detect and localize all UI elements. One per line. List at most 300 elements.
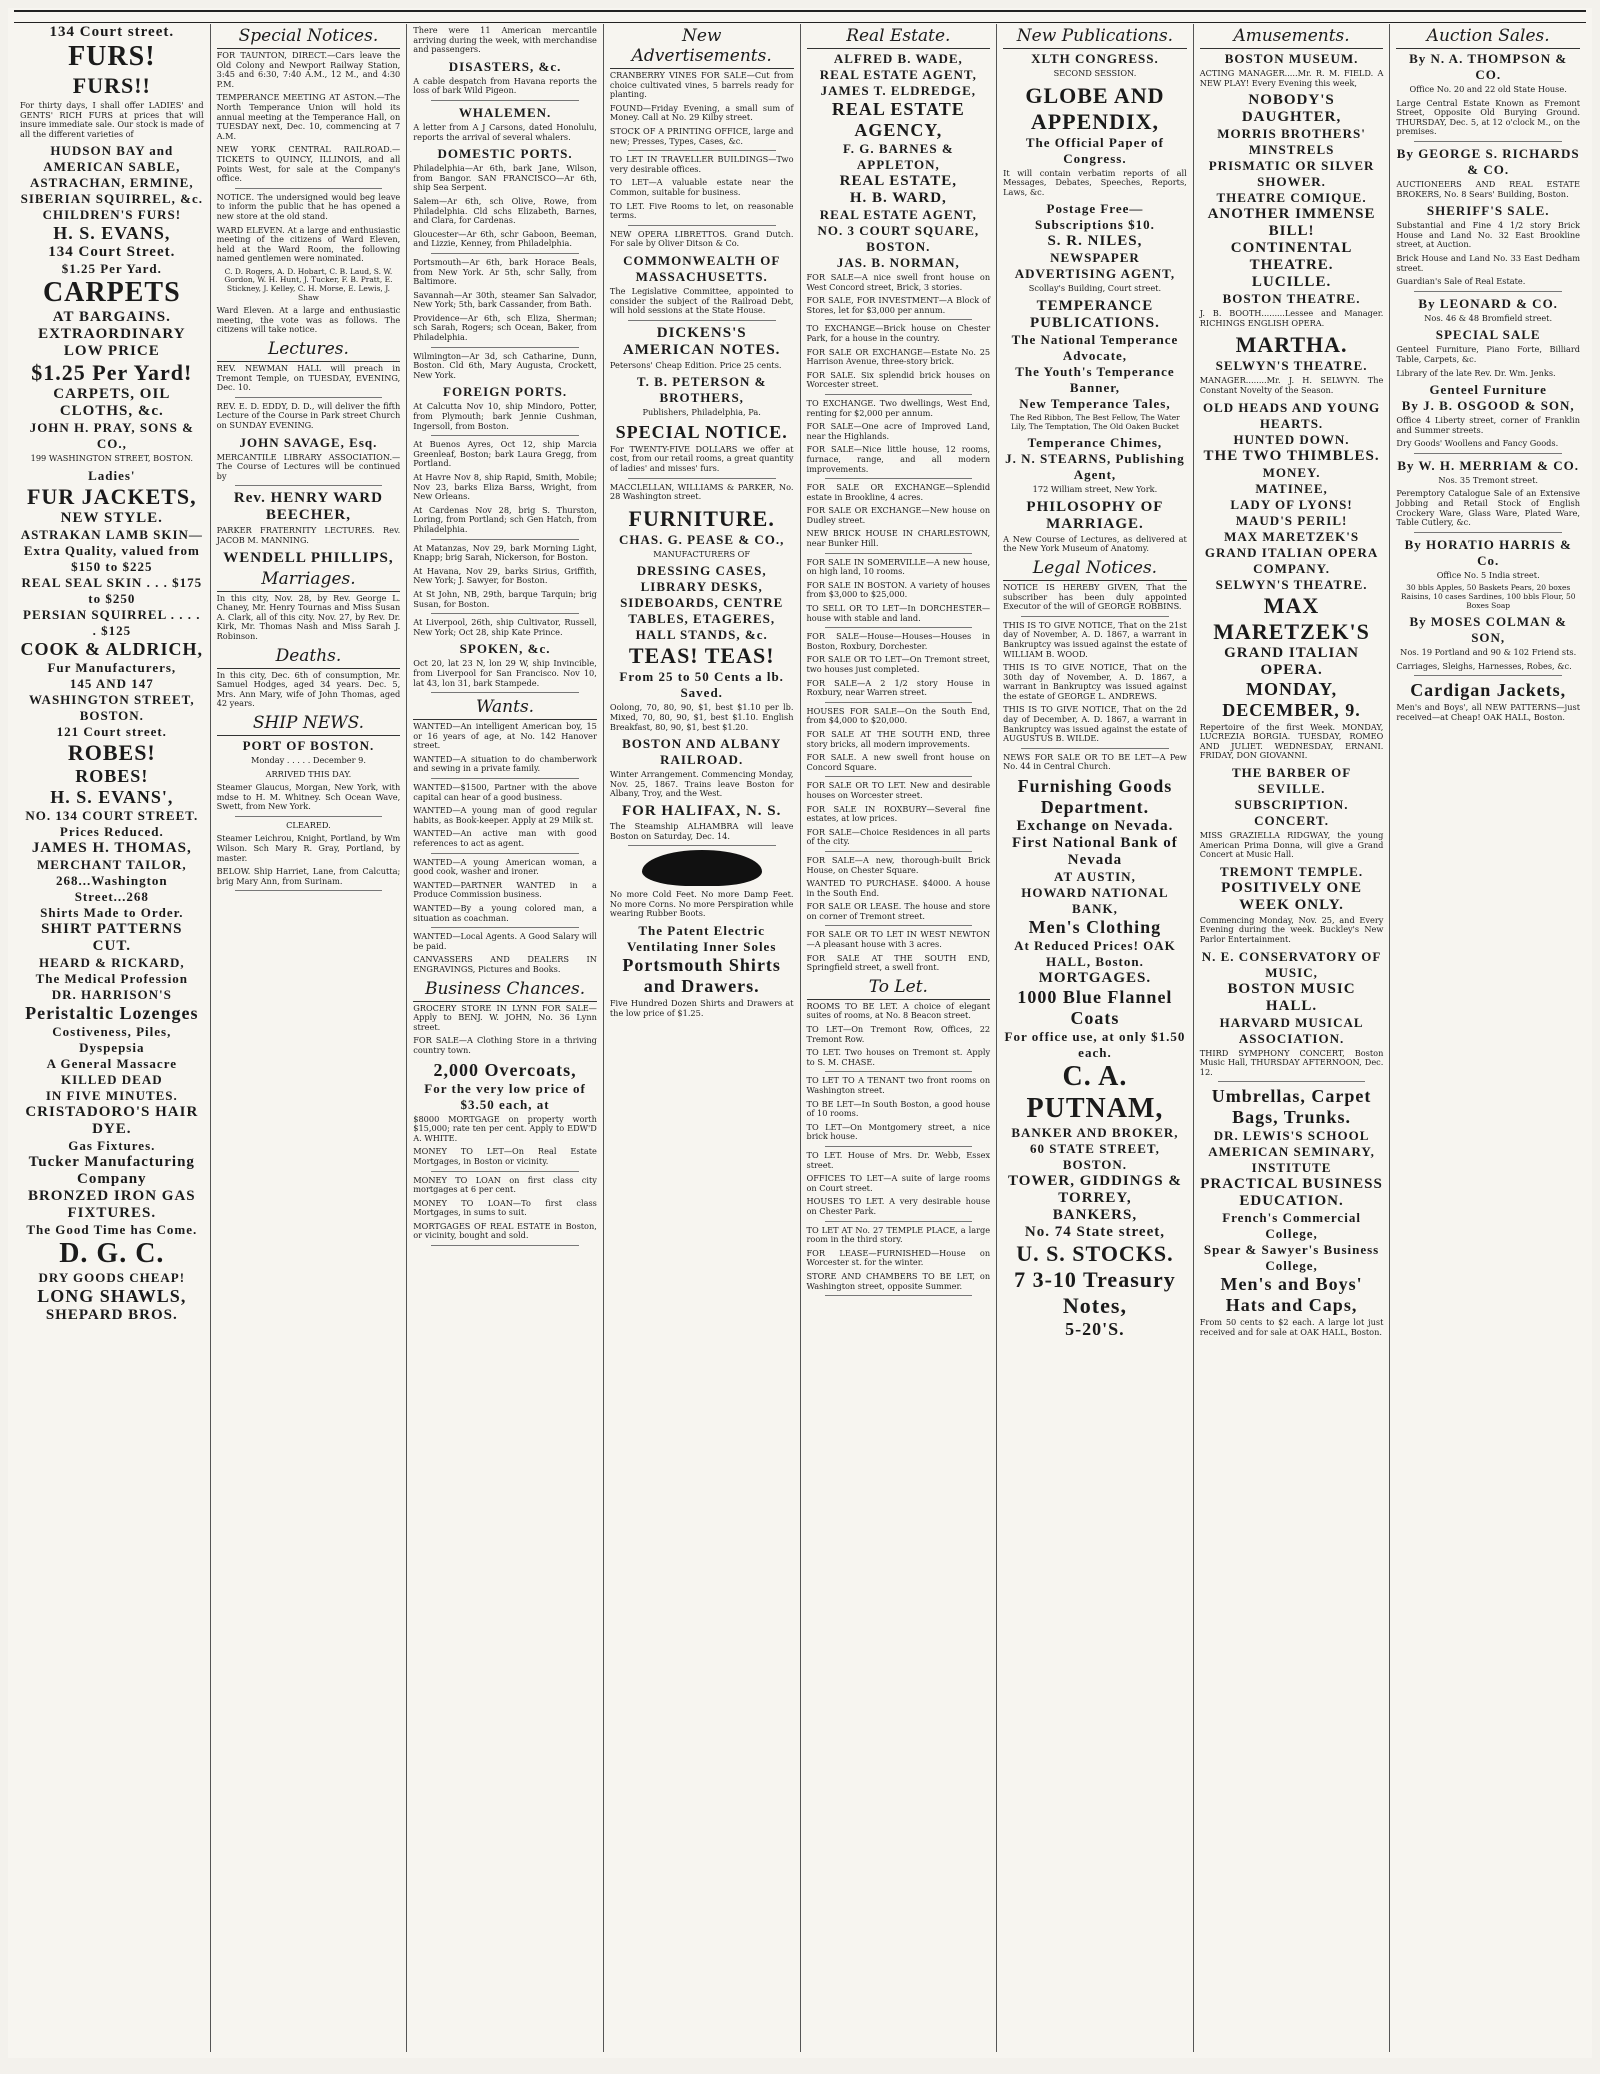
ad-divider [628, 150, 776, 151]
ad-headline: First National Bank of Nevada [1012, 835, 1178, 869]
ad-body-text: WANTED—$1500, Partner with the above capital can hear of a good business. [413, 782, 597, 802]
ad-subline: Publishers, Philadelphia, Pa. [642, 407, 761, 418]
ad-divider [1021, 616, 1169, 617]
ad-divider [628, 320, 776, 321]
ad-headline: S. R. NILES, [1047, 233, 1143, 250]
ad-body-text: FOR SALE—A new, thorough-built Brick House, on Chester Square. [806, 854, 991, 875]
ad-body-text: Repertoire of the first Week. MONDAY, LUCREZIA BORGIA. TUESDAY, ROMEO AND JULIET. WEDNESDAY, ERNANI. FRIDAY, DON GIOVANNI. [1199, 721, 1384, 761]
ad-headline: BOSTON. [79, 707, 144, 723]
ad-headline: FURS! [68, 41, 156, 72]
ad-headline: FOR HALIFAX, N. S. [621, 803, 782, 819]
ad-headline: HUDSON BAY and AMERICAN SABLE, ASTRACHAN, ERMINE, [30, 143, 194, 191]
ad-body-text: THIRD SYMPHONY CONCERT, Boston Music Hall, THURSDAY AFTERNOON, Dec. 12. [1199, 1047, 1384, 1077]
ad-subline: Scollay's Building, Court street. [1028, 283, 1162, 294]
ad-body-text: Carriages, Sleighs, Harnesses, Robes, &c. [1396, 660, 1572, 671]
ad-body-text: WANTED—PARTNER WANTED in a Produce Commission business. [413, 879, 597, 900]
ad-body-text: FOR SALE IN BOSTON. A variety of houses from $3,000 to $25,000. [806, 579, 991, 600]
ad-headline: The Medical Profession [35, 970, 189, 986]
ad-body-text: MISS GRAZIELLA RIDGWAY, the young American Prima Donna, will give a Grand Concert at Music Hall. [1199, 829, 1384, 860]
ad-headline: H. S. EVANS', [50, 786, 174, 807]
ad-body-text: WANTED—Local Agents. A Good Salary will be paid. [413, 931, 597, 951]
ad-body-text: Winter Arrangement. Commencing Monday, Nov. 25, 1867. Trains leave Boston for Albany, Troy, and the West. [609, 769, 794, 799]
section-heading: New Advertisements. [610, 26, 794, 69]
ad-body-text: THIS IS TO GIVE NOTICE, That on the 21st day of November, A. D. 1867, a warrant in Bankruptcy was issued against the estate of WILLIAM B. WOOD. [1003, 619, 1187, 659]
ad-body-text: Steamer Leichrou, Knight, Portland, by Wm Wilson. Sch Mary R. Gray, Portland, by master. [216, 833, 401, 863]
ad-divider [1414, 291, 1562, 292]
ad-headline: Umbrellas, Carpet Bags, Trunks. [1211, 1086, 1372, 1128]
ad-body-text: NEWS FOR SALE OR TO BE LET—A Pew No. 44 in Central Church. [1003, 751, 1187, 772]
ad-headline: CHAS. G. PEASE & CO., [618, 531, 785, 547]
ad-headline: Shirts Made to Order. [40, 904, 184, 920]
ad-body-text: REV. NEWMAN HALL will preach in Tremont Temple, on TUESDAY, EVENING, Dec. 10. [216, 363, 401, 393]
ad-headline: Costiveness, Piles, Dyspepsia [52, 1023, 172, 1055]
ad-body-text: FOR SALE OR EXCHANGE—Splendid estate in Brookline, 4 acres. [806, 482, 991, 502]
section-heading: Real Estate. [807, 26, 991, 49]
ad-body-text: FOR SALE—A 2 1/2 story House in Roxbury, near Warren street. [806, 677, 991, 698]
ad-headline: SPECIAL SALE [1435, 327, 1541, 343]
ad-headline: Furnishing Goods Department. [1017, 776, 1173, 818]
ad-subline: Nos. 19 Portland and 90 & 102 Friend sts. [1400, 647, 1577, 658]
column-8 [1390, 24, 1586, 2052]
section-heading: SHIP NEWS. [217, 713, 401, 736]
ad-body-text: It will contain verbatim reports of all Messages, Debates, Speeches, Reports, Laws, &c. [1003, 167, 1187, 197]
ad-body-text: Philadelphia—Ar 6th, bark Jane, Wilson, from Bangor. SAN FRANCISCO—Ar 6th, ship Sea Serpent. [413, 163, 597, 193]
ad-headline: PHILOSOPHY OF MARRIAGE. [1026, 498, 1164, 532]
ad-subline: ARRIVED THIS DAY. [265, 768, 352, 779]
ad-divider [431, 853, 579, 854]
ad-headline: Men's Clothing [1028, 917, 1162, 938]
ad-body-text: MORTGAGES OF REAL ESTATE in Boston, or vicinity, bought and sold. [413, 1220, 597, 1241]
ad-headline: SHEPARD BROS. [45, 1306, 178, 1323]
ad-body-text: The Steamship ALHAMBRA will leave Boston on Saturday, Dec. 14. [609, 821, 794, 841]
ad-body-text: FOR SALE OR EXCHANGE—New house on Dudley street. [806, 505, 991, 525]
ad-headline: MAUD'S PERIL! [1235, 512, 1348, 528]
ad-body-text: WANTED—A situation to do chamberwork and sewing in a private family. [413, 753, 597, 774]
ad-divider [431, 1171, 579, 1172]
ad-headline: Exchange on Nevada. [1016, 818, 1174, 835]
ad-headline: By N. A. THOMPSON & CO. [1409, 51, 1568, 82]
ad-divider [628, 225, 776, 226]
ad-headline: MARTHA. [1235, 332, 1348, 358]
ad-body-text: At Calcutta Nov 10, ship Mindoro, Potter, from Plymouth; bark Jennie Cushman, Ingersoll, from Boston. [413, 401, 597, 431]
ad-body-text: CRANBERRY VINES FOR SALE—Cut from choice cultivated vines, 5 barrels ready for planting. [609, 70, 794, 100]
ad-headline: 60 STATE STREET, BOSTON. [1030, 1141, 1160, 1173]
ad-body-text: Men's and Boys', all NEW PATTERNS—just received—at Cheap! OAK HALL, Boston. [1396, 702, 1580, 722]
ad-headline: SPOKEN, &c. [459, 641, 551, 657]
ad-headline: The Youth's Temperance Banner, [1015, 363, 1175, 395]
ad-divider [825, 776, 973, 777]
ad-body-text: FOR SALE—Choice Residences in all parts of the city. [806, 826, 991, 847]
ad-headline: PRISMATIC OR SILVER SHOWER. [1208, 158, 1375, 190]
ad-headline: CONTINENTAL THEATRE. [1230, 240, 1353, 274]
ad-headline: MONEY. [1262, 464, 1321, 480]
ad-headline: No. 74 State street, [1024, 1224, 1165, 1241]
ad-headline: EXTRAORDINARY LOW PRICE [38, 326, 186, 360]
ad-divider [235, 816, 383, 817]
ad-headline: XLTH CONGRESS. [1031, 51, 1159, 66]
ad-headline: By GEORGE S. RICHARDS & CO. [1396, 145, 1580, 177]
ad-headline: JAMES T. ELDREDGE, [820, 83, 977, 98]
ad-body-text: WANTED—A young man of good regular habits, as Book-keeper. Apply at 29 Milk st. [413, 805, 597, 825]
ad-body-text: MONEY TO LET—On Real Estate Mortgages, in Boston or vicinity. [413, 1146, 597, 1166]
ad-headline: At Reduced Prices! OAK HALL, Boston. [1014, 938, 1176, 970]
ad-headline: REAL ESTATE AGENT, [819, 67, 977, 82]
ad-subline: SECOND SESSION. [1053, 68, 1137, 78]
ad-body-text: Gloucester—Ar 6th, schr Gaboon, Beeman, and Lizzie, Kenney, from Philadelphia. [413, 228, 597, 249]
ad-body-text: In this city, Dec. 6th of consumption, Mr. Samuel Hodges, aged 34 years. Dec. 5, Mrs. Ann Mary, wife of John Thomas, aged 42 years. [216, 669, 401, 709]
ad-body-text: BELOW. Ship Harriet, Lane, from Calcutta; brig Mary Ann, from Surinam. [216, 866, 401, 886]
ad-body-text: FOR SALE AT THE SOUTH END, three story bricks, all modern improvements. [806, 728, 991, 749]
ad-headline: NO. 3 COURT SQUARE, BOSTON. [817, 223, 980, 254]
ad-body-text: There were 11 American mercantile arriving during the week, with merchandise and passengers. [413, 25, 597, 55]
ad-divider [825, 553, 973, 554]
ad-body-text: NEW YORK CENTRAL RAILROAD.—TICKETS to QUINCY, ILLINOIS, and all Points West, for sale at the Company's office. [216, 144, 401, 184]
ad-divider [1414, 453, 1562, 454]
section-heading: Lectures. [217, 339, 401, 362]
ad-divider [235, 890, 383, 891]
ad-headline: MAX MARETZEK'S [1224, 528, 1360, 544]
ad-headline: Peristaltic Lozenges [25, 1002, 199, 1023]
boot-illustration [642, 850, 762, 886]
ad-headline: REAL ESTATE, [839, 173, 957, 189]
ad-body-text: Wilmington—Ar 3d, sch Catharine, Dunn, Boston. Cld 6th, Mary Augusta, Crockett, New York. [413, 350, 597, 380]
name-list: The Red Ribbon, The Best Fellow, The Water Lily, The Temptation, The Old Oaken Bucket [1010, 412, 1180, 431]
ad-headline: 121 Court street. [56, 723, 167, 739]
ad-subline: Office No. 5 India street. [1436, 569, 1540, 580]
ad-headline: SHIRT PATTERNS CUT. [41, 920, 183, 954]
ad-divider [825, 851, 973, 852]
ad-body-text: From 50 cents to $2 each. A large lot just received and for sale at OAK HALL, Boston. [1199, 1317, 1384, 1337]
ad-body-text: FOR SALE—A Clothing Store in a thriving country town. [413, 1035, 597, 1055]
ad-headline: Postage Free—Subscriptions $10. [1035, 201, 1155, 233]
section-heading: Wants. [413, 697, 597, 720]
ad-headline: PORT OF BOSTON. [242, 737, 375, 753]
ad-divider [431, 435, 579, 436]
ad-divider [431, 613, 579, 614]
ad-headline: CONCERT. [1254, 812, 1329, 828]
ad-headline: TREMONT TEMPLE. [1220, 863, 1364, 879]
ad-body-text: PARKER FRATERNITY LECTURES. Rev. JACOB M. MANNING. [216, 525, 401, 545]
ad-divider [825, 1295, 973, 1296]
ad-headline: HOWARD NATIONAL BANK, [1021, 885, 1169, 917]
newspaper-page [8, 8, 1592, 2058]
section-heading: Legal Notices. [1003, 558, 1187, 581]
ad-headline: D. G. C. [59, 1237, 165, 1269]
ad-headline: Spear & Sawyer's Business College, [1203, 1242, 1380, 1274]
ad-body-text: Peremptory Catalogue Sale of an Extensive Jobbing and Retail Stock of English Crockery Ware, Glass Ware, Plated Ware, Table Cutlery, &c. [1396, 488, 1580, 528]
ad-divider [1414, 532, 1562, 533]
ad-body-text: Portsmouth—Ar 6th, bark Horace Beals, from New York. Ar 5th, schr Sally, from Baltimore. [413, 256, 597, 287]
ad-divider [431, 692, 579, 693]
ad-headline: NO. 134 COURT STREET. [25, 807, 199, 823]
ad-headline: AMERICAN SEMINARY, INSTITUTE [1208, 1144, 1375, 1176]
ad-headline: For the very low price of $3.50 each, at [424, 1080, 586, 1112]
ad-divider [825, 1071, 973, 1072]
ad-headline: TOWER, GIDDINGS & TORREY, [1008, 1173, 1182, 1207]
ad-divider [1021, 748, 1169, 749]
ad-headline: DICKENS'S AMERICAN NOTES. [622, 324, 781, 358]
ad-body-text: TO LET. Five Rooms to let, on reasonable terms. [609, 200, 794, 221]
ad-headline: By LEONARD & CO. [1418, 295, 1558, 311]
ad-headline: The Good Time has Come. [26, 1221, 198, 1237]
ad-headline: TEMPERANCE PUBLICATIONS. [1030, 297, 1160, 331]
column-3 [407, 24, 604, 2052]
ad-headline: 134 Court Street. [48, 244, 176, 261]
ad-headline: By J. B. OSGOOD & SON, [1401, 398, 1575, 414]
ad-body-text: A letter from A J Carsons, dated Honolulu, reports the arrival of several whalers. [413, 121, 597, 142]
ad-body-text: Guardian's Sale of Real Estate. [1396, 276, 1526, 287]
column-7 [1194, 24, 1391, 2052]
ad-headline: FURS!! [72, 73, 151, 98]
ad-body-text: WANTED—A young American woman, a good cook, washer and ironer. [413, 856, 597, 877]
ad-subline: 172 William street, New York. [1032, 484, 1158, 495]
ad-body-text: TO LET. Two houses on Tremont st. Apply to S. M. CHASE. [806, 1047, 991, 1067]
columns-container [14, 24, 1586, 2052]
ad-body-text: At Matanzas, Nov 29, bark Morning Light, Knapp; brig Sarah, Nickerson, for Boston. [413, 542, 597, 563]
ad-divider [825, 627, 973, 628]
ad-headline: SELWYN'S THEATRE. [1215, 358, 1368, 374]
ad-body-text: WANTED—By a young colored man, a situation as coachman. [413, 903, 597, 923]
ad-body-text: $8000 MORTGAGE on property worth $15,000; rate ten per cent. Apply to EDW'D A. WHITE. [413, 1113, 597, 1143]
ad-body-text: FOR SALE OR TO LET—On Tremont street, two houses just completed. [806, 654, 991, 674]
ad-body-text: THIS IS TO GIVE NOTICE, That on the 30th day of November, A. D. 1867, a warrant in Bankruptcy was issued against the estate of GEORGE L. ANDREWS. [1003, 662, 1187, 701]
ad-headline: MONDAY, DECEMBER, 9. [1222, 678, 1361, 720]
ad-body-text: TO EXCHANGE—Brick house on Chester Park, for a house in the country. [806, 323, 991, 343]
ad-headline: SPECIAL NOTICE. [615, 421, 788, 442]
ad-headline: THE BARBER OF SEVILLE. [1231, 764, 1352, 796]
ad-headline: AT BARGAINS. [52, 309, 171, 326]
ad-headline: MAX MARETZEK'S [1213, 592, 1370, 644]
ad-headline: U. S. STOCKS. [1016, 1241, 1174, 1267]
ad-headline: CARPETS [42, 277, 181, 309]
ad-headline: JAS. B. NORMAN, [836, 255, 960, 270]
ad-headline: SELWYN'S THEATRE. [1215, 576, 1368, 592]
masthead-rule [14, 10, 1586, 23]
ad-body-text: TO LET IN TRAVELLER BUILDINGS—Two very desirable offices. [609, 154, 794, 174]
ad-divider [825, 1146, 973, 1147]
ad-body-text: For TWENTY-FIVE DOLLARS we offer at cost, from our retail rooms, a great quantity of ladies' and misses' furs. [609, 443, 794, 474]
ad-body-text: Providence—Ar 6th, sch Eliza, Sherman; sch Sarah, Rogers; sch Ocean, Baker, from Philadelphia. [413, 312, 597, 343]
ad-headline: DR. HARRISON'S [51, 986, 172, 1002]
ad-headline: The Patent Electric Ventilating Inner Soles [626, 922, 777, 954]
ad-body-text: WANTED—An active man with good references to act as agent. [413, 828, 597, 849]
ad-divider [431, 253, 579, 254]
ad-body-text: Large Central Estate Known as Fremont Street, Opposite Old Burying Ground. THURSDAY, Dec. 5, at 12 o'clock M., on the premises. [1396, 97, 1580, 137]
ad-headline: MORTGAGES. [1038, 970, 1152, 987]
column-4 [604, 24, 801, 2052]
ad-body-text: MONEY TO LOAN on first class city mortgages at 6 per cent. [413, 1174, 597, 1195]
column-6 [997, 24, 1194, 2052]
ad-body-text: ROOMS TO BE LET. A choice of elegant suites of rooms, at No. 8 Beacon street. [806, 1000, 991, 1021]
ad-body-text: WANTED TO PURCHASE. $4000. A house in the South End. [806, 878, 991, 898]
ad-body-text: FOR SALE OR TO LET IN WEST NEWTON—A pleasant house with 3 acres. [806, 929, 991, 950]
ad-headline: ROBES! [75, 765, 149, 786]
ad-body-text: FOR SALE IN SOMERVILLE—A new house, on high land, 10 rooms. [806, 556, 991, 577]
section-heading: Business Chances. [413, 979, 597, 1002]
ad-body-text: Genteel Furniture, Piano Forte, Billiard Table, Carpets, &c. [1396, 344, 1580, 364]
ad-subline: CLEARED. [286, 819, 331, 830]
ad-headline: Portsmouth Shirts and Drawers. [622, 954, 781, 996]
ad-body-text: TO LET—On Montgomery street, a nice brick house. [806, 1121, 991, 1142]
ad-body-text: In this city, Nov. 28, by Rev. George L. Chaney, Mr. Henry Tournas and Miss Susan A. Clark, all of this city. Nov. 27, by Rev. Dr. Kirk, Mr. Thomas Nash and Miss Sarah J. Robinson. [216, 592, 401, 641]
ad-body-text: TEMPERANCE MEETING AT ASTON.—The North Temperance Union will hold its annual meeting at the Temperance Hall, on TUESDAY next, Dec. 10, commencing at 7 A.M. [216, 92, 401, 141]
ad-body-text: FOR SALE, FOR INVESTMENT—A Block of Stores, let for $3,000 per annum. [806, 295, 991, 315]
ad-body-text: FOR SALE OR TO LET. New and desirable houses on Worcester street. [806, 780, 991, 800]
ad-headline: THE TWO THIMBLES. [1203, 447, 1380, 464]
ad-body-text: WANTED—An intelligent American boy, 15 or 16 years of age, at No. 142 Hanover street. [413, 721, 597, 751]
ad-headline: Temperance Chimes, [1027, 435, 1163, 451]
ad-body-text: FOR SALE OR EXCHANGE—Estate No. 25 Harrison Avenue, three-story brick. [806, 346, 991, 367]
ad-headline: J. N. STEARNS, Publishing Agent, [1005, 451, 1185, 483]
ad-body-text: FOUND—Friday Evening, a small sum of Money. Call at No. 29 Kilby street. [609, 102, 794, 123]
ad-headline: JOHN SAVAGE, Esq. [239, 434, 378, 450]
ad-headline: NOBODY'S DAUGHTER, [1241, 92, 1342, 126]
ad-headline: By MOSES COLMAN & SON, [1409, 614, 1567, 646]
ad-headline: Genteel Furniture [1429, 382, 1547, 398]
ad-body-text: Ward Eleven. At a large and enthusiastic meeting, the vote was as follows. The citizens will take notice. [216, 305, 401, 335]
ad-headline: BOSTON AND ALBANY RAILROAD. [622, 736, 782, 768]
ad-divider [825, 702, 973, 703]
ad-subline: MANUFACTURERS OF [653, 548, 751, 559]
ad-divider [1414, 675, 1562, 676]
ad-headline: BOSTON MUSIC HALL. [1227, 980, 1356, 1014]
ad-body-text: THIS IS TO GIVE NOTICE, That on the 2d day of December, A. D. 1867, a warrant in Bankruptcy was issued against the estate of AUGUSTUS B. WILDE. [1003, 704, 1187, 744]
ad-headline: By HORATIO HARRIS & Co. [1404, 536, 1572, 568]
ad-headline: MERCHANT TAILOR, [36, 856, 187, 872]
column-1 [14, 24, 211, 2052]
ad-body-text: FOR SALE. Six splendid brick houses on Worcester street. [806, 369, 991, 390]
ad-headline: For office use, at only $1.50 each. [1004, 1029, 1186, 1061]
ad-headline: SIBERIAN SQUIRREL, &c. [20, 191, 203, 207]
ad-headline: Tucker Manufacturing Company [28, 1153, 195, 1187]
ad-body-text: At Havre Nov 8, ship Rapid, Smith, Mobile; Nov 23, barks Eliza Barss, Wright, from New Orleans. [413, 472, 597, 502]
ad-headline: FUR JACKETS, [26, 483, 197, 509]
ad-headline: N. E. CONSERVATORY OF MUSIC, [1201, 948, 1382, 980]
ad-body-text: MANAGER........Mr. J. H. SELWYN. The Constant Novelty of the Season. [1199, 375, 1384, 395]
ad-headline: ROBES! [67, 739, 156, 765]
ad-headline: New Temperance Tales, [1019, 395, 1171, 411]
ad-body-text: At Cardenas Nov 28, brig S. Thurston, Loring, from Portland; sch Gen Hatch, from Philadelphia. [413, 504, 597, 534]
ad-body-text: FOR SALE OR LEASE. The house and store on corner of Tremont street. [806, 901, 991, 921]
ad-headline: T. B. PETERSON & BROTHERS, [636, 374, 767, 406]
ad-divider [431, 927, 579, 928]
ad-body-text: At Buenos Ayres, Oct 12, ship Marcia Greenleaf, Boston; bark Laura Gregg, from Portland. [413, 439, 597, 469]
ad-headline: OLD HEADS AND YOUNG HEARTS. [1203, 399, 1381, 431]
ad-headline: MORRIS BROTHERS' MINSTRELS [1217, 126, 1366, 158]
ad-headline: DR. LEWIS'S SCHOOL [1213, 1128, 1370, 1144]
ad-headline: TEAS! TEAS! [628, 643, 775, 669]
ad-headline: SUBSCRIPTION. [1234, 796, 1349, 812]
ad-headline: Prices Reduced. [59, 823, 164, 839]
ad-headline: Men's and Boys' Hats and Caps, [1220, 1274, 1363, 1316]
ad-body-text: A cable despatch from Havana reports the loss of bark Wild Pigeon. [413, 75, 597, 96]
ad-body-text: NEW OPERA LIBRETTOS. Grand Dutch. For sale by Oliver Ditson & Co. [609, 228, 794, 249]
ad-body-text: TO BE LET—In South Boston, a good house of 10 rooms. [806, 1098, 991, 1119]
ad-headline: CARPETS, OIL CLOTHS, &c. [53, 386, 171, 420]
ad-body-text: AUCTIONEERS AND REAL ESTATE BROKERS, No. 8 Sears' Building, Boston. [1396, 178, 1580, 199]
ad-headline: Ladies' [88, 467, 136, 483]
ad-headline: GRAND ITALIAN OPERA. [1224, 644, 1359, 678]
ad-subline: Nos. 46 & 48 Bromfield street. [1424, 312, 1553, 323]
ad-headline: DISASTERS, &c. [448, 58, 562, 74]
ad-body-text: Library of the late Rev. Dr. Wm. Jenks. [1396, 367, 1556, 378]
ad-headline: BANKER AND BROKER, [1011, 1125, 1179, 1141]
ad-body-text: Commencing Monday, Nov. 25, and Every Evening during the week. Buckley's New Parlor Entertainment. [1199, 914, 1384, 944]
ad-divider [431, 100, 579, 101]
ad-body-text: ACTING MANAGER.....Mr. R. M. FIELD. A NEW PLAY! Every Evening this week, [1199, 68, 1384, 88]
ad-divider [1218, 1081, 1366, 1082]
ad-headline: HARVARD MUSICAL ASSOCIATION. [1219, 1014, 1364, 1046]
ad-body-text: The Legislative Committee, appointed to consider the subject of the Railroad Debt, will hold sessions at the State House. [609, 285, 794, 316]
ad-headline: CHILDREN'S FURS! [42, 207, 182, 223]
ad-headline: JOHN H. PRAY, SONS & CO., [29, 420, 194, 452]
ad-body-text: J. B. BOOTH.........Lessee and Manager. RICHINGS ENGLISH OPERA. [1199, 308, 1384, 328]
ad-body-text: TO LET AT No. 27 TEMPLE PLACE, a large room in the third story. [806, 1224, 991, 1245]
ad-headline: A General Massacre [46, 1055, 178, 1071]
name-list: C. D. Rogers, A. D. Hobart, C. B. Laud, S. W. Gordon, W. H. Hunt, J. Tucker, F. B. Pratt, E. Stickney, J. Kelley, C. H. Morse, E. Lewis, J. Shaw [224, 266, 393, 302]
ad-headline: Rev. HENRY WARD BEECHER, [233, 490, 383, 524]
ad-body-text: TO SELL OR TO LET—In DORCHESTER—house with stable and land. [806, 603, 991, 623]
ad-divider [235, 485, 383, 486]
ad-headline: Cardigan Jackets, [1410, 680, 1567, 701]
ad-body-text: HOUSES TO LET. A very desirable house on Chester Park. [806, 1196, 991, 1216]
ad-headline: LUCILLE. [1251, 274, 1332, 291]
ad-body-text: Five Hundred Dozen Shirts and Drawers at the low price of $1.25. [609, 997, 794, 1018]
ad-headline: PRACTICAL BUSINESS EDUCATION. [1200, 1176, 1383, 1210]
ad-divider [825, 478, 973, 479]
ad-headline: 145 AND 147 WASHINGTON STREET, [29, 675, 195, 707]
name-list: 30 bbls Apples, 50 Baskets Pears, 20 boxes Raisins, 10 cases Sardines, 100 bbls Flour, 50 Boxes Soap [1400, 583, 1576, 610]
ad-body-text: FOR SALE AT THE SOUTH END, Springfield street, a swell front. [806, 952, 991, 973]
ad-headline: POSITIVELY ONE WEEK ONLY. [1221, 879, 1362, 913]
section-heading: New Publications. [1003, 26, 1187, 49]
ad-body-text: CANVASSERS AND DEALERS IN ENGRAVINGS, Pictures and Books. [413, 954, 597, 974]
ad-headline: The Official Paper of Congress. [1025, 134, 1164, 166]
ad-headline: F. G. BARNES & APPLETON, [842, 141, 954, 172]
ad-headline: CRISTADORO'S HAIR DYE. [25, 1103, 199, 1137]
ad-headline: DRY GOODS CHEAP! [38, 1269, 186, 1285]
ad-headline: 7 3-10 Treasury Notes, [1014, 1267, 1176, 1319]
ad-headline: BRONZED IRON GAS FIXTURES. [27, 1187, 196, 1221]
ad-headline: ASTRAKAN LAMB SKIN—Extra Quality, valued from $150 to $225 [20, 526, 203, 574]
ad-headline: MATINEE, [1255, 480, 1328, 496]
ad-body-text: NOTICE IS HEREBY GIVEN, That the subscriber has been duly appointed Executor of the will of GEORGE ROBBINS. [1003, 581, 1187, 612]
ad-body-text: TO LET. House of Mrs. Dr. Webb, Essex street. [806, 1149, 991, 1170]
ad-divider [235, 397, 383, 398]
ad-body-text: STORE AND CHAMBERS TO BE LET, on Washington street, opposite Summer. [806, 1270, 991, 1291]
ad-subline: 199 WASHINGTON STREET, BOSTON. [30, 453, 193, 464]
ad-headline: 2,000 Overcoats, [433, 1059, 577, 1080]
ad-body-text: OFFICES TO LET—A suite of large rooms on Court street. [806, 1173, 991, 1193]
ad-headline: 1000 Blue Flannel Coats [1017, 987, 1173, 1029]
ad-body-text: FOR SALE. A new swell front house on Concord Square. [806, 752, 991, 772]
ad-headline: BOSTON MUSEUM. [1224, 51, 1359, 66]
ad-divider [431, 778, 579, 779]
ad-headline: NEW STYLE. [60, 509, 163, 526]
ad-body-text: Savannah—Ar 30th, steamer San Salvador, New York; 5th, bark Cassander, from Bath. [413, 289, 597, 310]
ad-body-text: Office 4 Liberty street, corner of Franklin and Summer streets. [1396, 415, 1580, 435]
ad-body-text: A New Course of Lectures, as delivered at the New York Museum of Anatomy. [1003, 533, 1187, 554]
ad-divider [431, 347, 579, 348]
ad-body-text: FOR SALE—A nice swell front house on West Concord street, Brick, 3 stories. [806, 272, 991, 292]
ad-headline: REAL SEAL SKIN . . . $175 to $250 [21, 574, 203, 606]
ad-body-text: TO LET—A valuable estate near the Common, suitable for business. [609, 177, 794, 197]
ad-headline: DOMESTIC PORTS. [437, 146, 573, 162]
ad-headline: SHERIFF'S SALE. [1426, 203, 1550, 219]
ad-divider [825, 394, 973, 395]
ad-body-text: At Liverpool, 26th, ship Cultivator, Russell, New York; Oct 28, ship Kate Prince. [413, 617, 597, 637]
section-heading: To Let. [807, 977, 991, 1000]
